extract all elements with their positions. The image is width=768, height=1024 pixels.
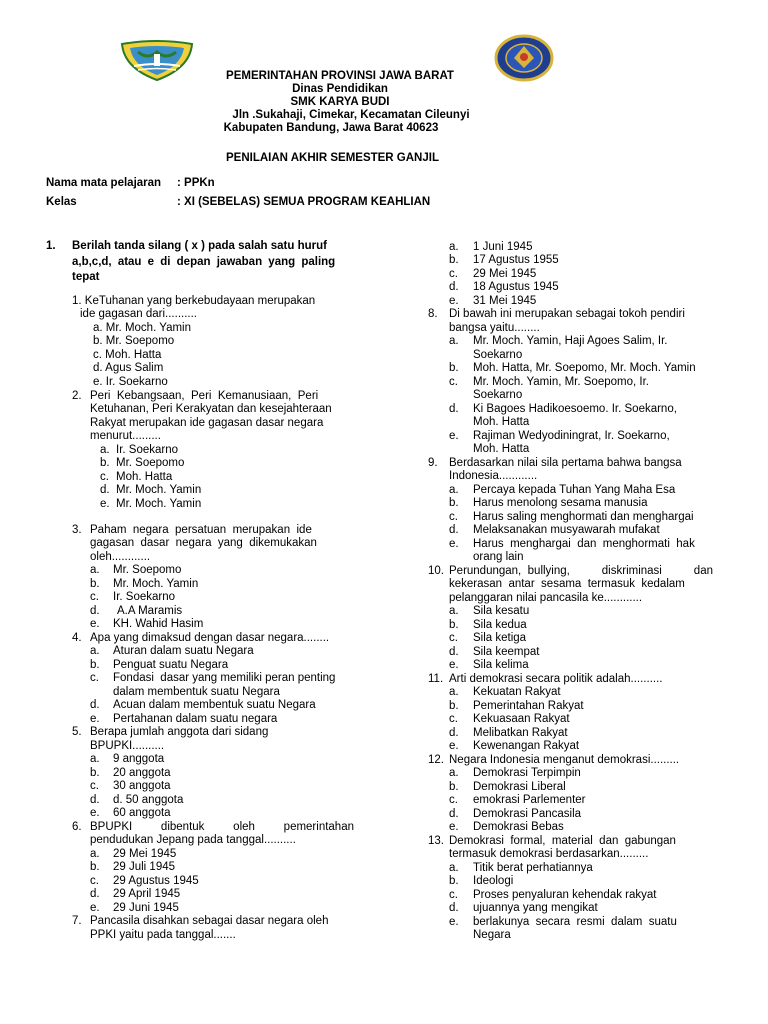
question-number: 7.: [72, 915, 82, 927]
answer-option[interactable]: 60 anggota: [113, 807, 171, 819]
answer-letter: e.: [449, 538, 459, 550]
question-text: PPKI yaitu pada tanggal.......: [90, 929, 236, 941]
question-text: Perundungan, bullying, diskriminasi dan: [449, 565, 713, 577]
answer-letter: e.: [90, 807, 100, 819]
question-text: Arti demokrasi secara politik adalah..........: [449, 673, 663, 685]
question-text: Peri Kebangsaan, Peri Kemanusiaan, Peri: [90, 390, 319, 402]
answer-letter: a.: [449, 767, 459, 779]
question-text: BPUPKI..........: [90, 740, 165, 752]
answer-option[interactable]: Ir. Soekarno: [116, 444, 179, 456]
question-text: Rakyat merupakan ide gagasan dasar negara: [90, 417, 324, 429]
question-number: 6.: [72, 821, 82, 833]
answer-option[interactable]: d. Agus Salim: [93, 362, 164, 374]
answer-option[interactable]: Mr. Soepomo: [113, 564, 182, 576]
answer-letter: d.: [449, 902, 459, 914]
answer-letter: b.: [90, 861, 100, 873]
question-number: 11.: [428, 673, 444, 685]
answer-option[interactable]: Mr. Moch. Yamin: [113, 578, 199, 590]
answer-letter: b.: [449, 781, 459, 793]
answer-letter: c.: [90, 875, 99, 887]
answer-option[interactable]: 9 anggota: [113, 753, 165, 765]
answer-option[interactable]: Demokrasi Pancasila: [473, 808, 582, 820]
answer-option[interactable]: Titik berat perhatiannya: [473, 862, 593, 874]
answer-letter: e.: [449, 659, 459, 671]
answer-option-continued: Soekarno: [473, 389, 523, 401]
answer-option-continued: Soekarno: [473, 349, 523, 361]
answer-option[interactable]: 18 Agustus 1945: [473, 281, 559, 293]
answer-letter: a.: [449, 335, 459, 347]
answer-letter: c.: [90, 780, 99, 792]
answer-letter: b.: [449, 497, 459, 509]
answer-letter: d.: [90, 794, 100, 806]
answer-option[interactable]: Harus menolong sesama manusia: [473, 497, 648, 509]
answer-option[interactable]: Moh. Hatta: [116, 471, 173, 483]
answer-letter: c.: [449, 889, 458, 901]
question-text: Di bawah ini merupakan sebagai tokoh pendiri: [449, 308, 685, 320]
answer-option[interactable]: e. Ir. Soekarno: [93, 376, 168, 388]
answer-letter: a.: [449, 686, 459, 698]
answer-option[interactable]: Penguat suatu Negara: [113, 659, 229, 671]
answer-letter: a.: [449, 862, 459, 874]
header-address: Jln .Sukahaji, Cimekar, Kecamatan Cileunyi: [232, 109, 470, 121]
answer-option[interactable]: 17 Agustus 1955: [473, 254, 559, 266]
answer-letter: e.: [100, 498, 110, 510]
answer-option[interactable]: 20 anggota: [113, 767, 171, 779]
answer-option[interactable]: emokrasi Parlementer: [473, 794, 586, 806]
answer-option[interactable]: Harus saling menghormati dan menghargai: [473, 511, 694, 523]
answer-letter: b.: [100, 457, 110, 469]
answer-letter: d.: [449, 808, 459, 820]
question-number: 4.: [72, 632, 82, 644]
answer-option[interactable]: Mr. Soepomo: [116, 457, 185, 469]
answer-option[interactable]: 29 Mei 1945: [113, 848, 177, 860]
question-text: Berdasarkan nilai sila pertama bahwa bangsa: [449, 457, 682, 469]
subject-value: : PPKn: [177, 177, 215, 189]
answer-letter: d.: [449, 727, 459, 739]
answer-option[interactable]: Kewenangan Rakyat: [473, 740, 580, 752]
header-city: Kabupaten Bandung, Jawa Barat 40623: [223, 122, 439, 134]
answer-letter: b.: [90, 659, 100, 671]
answer-option[interactable]: Sila kedua: [473, 619, 527, 631]
question-text: Demokrasi formal, material dan gabungan: [449, 835, 676, 847]
question-number: 3.: [72, 524, 82, 536]
answer-option[interactable]: ujuannya yang mengikat: [473, 902, 598, 914]
answer-letter: a.: [90, 645, 100, 657]
exam-title: PENILAIAN AKHIR SEMESTER GANJIL: [226, 152, 439, 164]
question-number: 13.: [428, 835, 444, 847]
answer-letter: c.: [449, 376, 458, 388]
question-text: Paham negara persatuan merupakan ide: [90, 524, 312, 536]
answer-option[interactable]: 31 Mei 1945: [473, 295, 537, 307]
header-department: Dinas Pendidikan: [292, 83, 388, 95]
header-government: PEMERINTAHAN PROVINSI JAWA BARAT: [226, 70, 454, 82]
answer-option[interactable]: 29 Juni 1945: [113, 902, 179, 914]
answer-letter: b.: [90, 767, 100, 779]
answer-option[interactable]: KH. Wahid Hasim: [113, 618, 204, 630]
answer-letter: c.: [449, 511, 458, 523]
answer-letter: e.: [90, 713, 100, 725]
answer-letter: e.: [449, 430, 459, 442]
answer-letter: c.: [449, 268, 458, 280]
question-number: 9.: [428, 457, 438, 469]
question-text: Apa yang dimaksud dengan dasar negara........: [90, 632, 330, 644]
answer-letter: a.: [449, 484, 459, 496]
answer-letter: a.: [100, 444, 110, 456]
answer-option[interactable]: Rajiman Wedyodiningrat, Ir. Soekarno,: [473, 430, 670, 442]
answer-letter: d.: [449, 281, 459, 293]
question-text: BPUPKI dibentuk oleh pemerintahan: [90, 821, 354, 833]
question-text: ide gagasan dari..........: [80, 308, 197, 320]
smk-karya-budi-logo: [494, 34, 554, 82]
answer-option[interactable]: c. Moh. Hatta: [93, 349, 162, 361]
answer-letter: d.: [90, 888, 100, 900]
answer-option[interactable]: 30 anggota: [113, 780, 171, 792]
answer-option[interactable]: 29 Juli 1945: [113, 861, 176, 873]
question-text: Pancasila disahkan sebagai dasar negara oleh: [90, 915, 329, 927]
answer-letter: b.: [449, 362, 459, 374]
answer-option[interactable]: A.A Maramis: [117, 605, 183, 617]
class-label: Kelas: [46, 196, 77, 208]
answer-letter: e.: [449, 740, 459, 752]
answer-option[interactable]: 29 April 1945: [113, 888, 181, 900]
answer-option[interactable]: Percaya kepada Tuhan Yang Maha Esa: [473, 484, 676, 496]
answer-letter: c.: [449, 713, 458, 725]
question-text: menurut.........: [90, 430, 161, 442]
answer-option-continued: Negara: [473, 929, 511, 941]
question-text: oleh............: [90, 551, 151, 563]
answer-letter: b.: [449, 875, 459, 887]
answer-option[interactable]: Harus menghargai dan menghormati hak: [473, 538, 695, 550]
answer-letter: b.: [449, 619, 459, 631]
answer-option[interactable]: Ir. Soekarno: [113, 591, 176, 603]
answer-letter: d.: [90, 699, 100, 711]
question-text: Indonesia............: [449, 470, 538, 482]
answer-option[interactable]: Kekuasaan Rakyat: [473, 713, 570, 725]
answer-letter: a.: [90, 564, 100, 576]
question-1: [72, 295, 315, 309]
answer-option[interactable]: Proses penyaluran kehendak rakyat: [473, 889, 657, 901]
question-text: pendudukan Jepang pada tanggal..........: [90, 834, 296, 846]
answer-option[interactable]: Sila kesatu: [473, 605, 530, 617]
answer-letter: c.: [90, 672, 99, 684]
question-text: Berapa jumlah anggota dari sidang: [90, 726, 269, 738]
answer-letter: a.: [449, 241, 459, 253]
answer-letter: b.: [449, 700, 459, 712]
answer-letter: e.: [90, 618, 100, 630]
answer-option[interactable]: b. Mr. Soepomo: [93, 335, 175, 347]
answer-option[interactable]: Demokrasi Bebas: [473, 821, 564, 833]
answer-option[interactable]: Mr. Moch. Yamin, Mr. Soepomo, Ir.: [473, 376, 649, 388]
question-text: Ketuhanan, Peri Kerakyatan dan kesejahteraan: [90, 403, 332, 415]
answer-option-continued: dalam membentuk suatu Negara: [113, 686, 280, 698]
class-value: : XI (SEBELAS) SEMUA PROGRAM KEAHLIAN: [177, 196, 431, 208]
question-text: KeTuhanan yang berkebudayaan merupakan: [84, 295, 316, 307]
question-number: 5.: [72, 726, 82, 738]
answer-option[interactable]: 29 Mei 1945: [473, 268, 537, 280]
instruction-line: a,b,c,d, atau e di depan jawaban yang paling: [72, 256, 336, 268]
answer-option[interactable]: Mr. Moch. Yamin: [116, 498, 202, 510]
answer-letter: d.: [449, 646, 459, 658]
answer-letter: b.: [90, 578, 100, 590]
answer-option-continued: orang lain: [473, 551, 524, 563]
question-text: pelanggaran nilai pancasila ke............: [449, 592, 643, 604]
question-text: Negara Indonesia menganut demokrasi.........: [449, 754, 680, 766]
answer-option[interactable]: Ki Bagoes Hadikoesoemo. Ir. Soekarno,: [473, 403, 677, 415]
answer-option[interactable]: Aturan dalam suatu Negara: [113, 645, 254, 657]
answer-option[interactable]: Sila ketiga: [473, 632, 527, 644]
answer-letter: c.: [100, 471, 109, 483]
answer-letter: e.: [90, 902, 100, 914]
answer-option[interactable]: Acuan dalam membentuk suatu Negara: [113, 699, 316, 711]
answer-option[interactable]: Demokrasi Terpimpin: [473, 767, 581, 779]
instruction-line: Berilah tanda silang ( x ) pada salah satu huruf: [72, 240, 327, 252]
answer-option[interactable]: Fondasi dasar yang memiliki peran penting: [113, 672, 336, 684]
answer-letter: e.: [449, 821, 459, 833]
answer-option[interactable]: Melibatkan Rakyat: [473, 727, 568, 739]
question-number: 2.: [72, 390, 82, 402]
question-number: 12.: [428, 754, 444, 766]
answer-option[interactable]: berlakunya secara resmi dalam suatu: [473, 916, 677, 928]
answer-option[interactable]: Kekuatan Rakyat: [473, 686, 561, 698]
answer-option[interactable]: Moh. Hatta, Mr. Soepomo, Mr. Moch. Yamin: [473, 362, 696, 374]
answer-option[interactable]: d. 50 anggota: [113, 794, 184, 806]
answer-letter: b.: [449, 254, 459, 266]
instruction-line: tepat: [72, 271, 100, 283]
answer-letter: a.: [90, 848, 100, 860]
answer-letter: c.: [90, 591, 99, 603]
question-number: 10.: [428, 565, 444, 577]
answer-option[interactable]: Sila keempat: [473, 646, 540, 658]
answer-letter: a.: [449, 605, 459, 617]
answer-option[interactable]: Mr. Moch. Yamin: [116, 484, 202, 496]
answer-letter: e.: [449, 916, 459, 928]
answer-letter: d.: [449, 403, 459, 415]
answer-letter: c.: [449, 794, 458, 806]
answer-letter: d.: [90, 605, 100, 617]
question-number: 8.: [428, 308, 438, 320]
answer-letter: c.: [449, 632, 458, 644]
question-text: bangsa yaitu........: [449, 322, 540, 334]
answer-option[interactable]: 29 Agustus 1945: [113, 875, 199, 887]
instruction-number: 1.: [46, 240, 56, 252]
answer-option-continued: Moh. Hatta: [473, 416, 530, 428]
answer-letter: a.: [90, 753, 100, 765]
question-number: 1.: [72, 295, 82, 307]
answer-letter: d.: [449, 524, 459, 536]
answer-option-continued: Moh. Hatta: [473, 443, 530, 455]
answer-option[interactable]: Mr. Moch. Yamin, Haji Agoes Salim, Ir.: [473, 335, 668, 347]
answer-letter: d.: [100, 484, 110, 496]
subject-label: Nama mata pelajaran: [46, 177, 162, 189]
answer-option[interactable]: Ideologi: [473, 875, 514, 887]
answer-option[interactable]: Pemerintahan Rakyat: [473, 700, 584, 712]
answer-option[interactable]: 1 Juni 1945: [473, 241, 533, 253]
question-text: termasuk demokrasi berdasarkan.........: [449, 848, 649, 860]
answer-option[interactable]: Demokrasi Liberal: [473, 781, 566, 793]
answer-option[interactable]: Sila kelima: [473, 659, 529, 671]
question-text: kekerasan antar sesama termasuk kedalam: [449, 578, 685, 590]
header-school-name: SMK KARYA BUDI: [290, 96, 390, 108]
question-text: gagasan dasar negara yang dikemukakan: [90, 537, 317, 549]
answer-option[interactable]: a. Mr. Moch. Yamin: [93, 322, 191, 334]
answer-option[interactable]: Melaksanakan musyawarah mufakat: [473, 524, 660, 536]
answer-letter: e.: [449, 295, 459, 307]
answer-option[interactable]: Pertahanan dalam suatu negara: [113, 713, 278, 725]
